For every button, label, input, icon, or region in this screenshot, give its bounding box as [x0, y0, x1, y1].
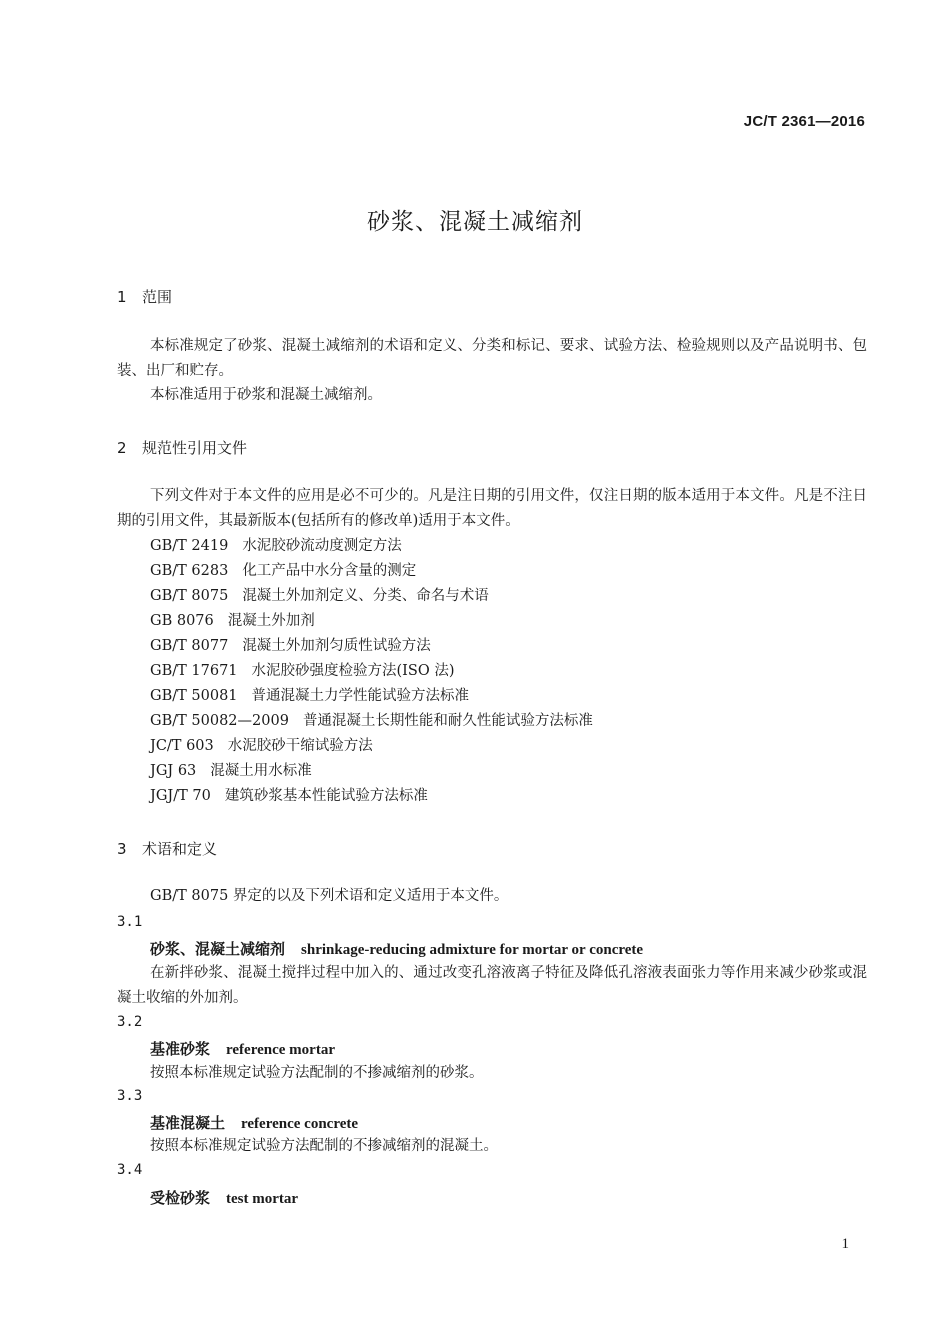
reference-title: 建筑砂浆基本性能试验方法标准 — [224, 788, 428, 804]
clause-number: 3.1 — [117, 914, 143, 930]
reference-title: 混凝土外加剂匀质性试验方法 — [242, 638, 431, 654]
reference-code: JGJ/T 70 — [150, 788, 211, 804]
reference-item — [150, 560, 416, 582]
reference-code: GB/T 8077 — [150, 638, 229, 654]
term-heading — [150, 1112, 358, 1133]
term-definition: 在新拌砂浆、混凝土搅拌过程中加入的、通过改变孔溶液离子特征及降低孔溶液表面张力等作用来减少砂浆或混凝土收缩的外加剂。 — [117, 965, 867, 1006]
reference-title: 混凝土外加剂定义、分类、命名与术语 — [242, 588, 489, 604]
term-chinese: 基准混凝土 — [150, 1114, 226, 1132]
section-2-heading — [117, 437, 247, 458]
standard-code: JC/T 2361—2016 — [743, 113, 865, 130]
reference-item — [150, 585, 489, 607]
clause-number: 3.2 — [117, 1014, 143, 1030]
reference-item — [150, 710, 593, 732]
term-english: shrinkage-reducing admixture for mortar or concrete — [301, 942, 644, 958]
section-1-heading — [117, 286, 172, 307]
reference-item — [150, 685, 469, 707]
reference-title: 混凝土用水标准 — [210, 763, 312, 779]
reference-code: GB 8076 — [150, 613, 214, 629]
term-chinese: 受检砂浆 — [150, 1189, 211, 1207]
section-number: 1 — [117, 288, 127, 306]
reference-item — [150, 735, 373, 757]
document-title: 砂浆、混凝土减缩剂 — [367, 209, 583, 235]
term-heading — [150, 1187, 298, 1208]
section-1-paragraph: 本标准规定了砂浆、混凝土减缩剂的术语和定义、分类和标记、要求、试验方法、检验规则以及产品说明书、包装、出厂和贮存。 — [117, 338, 867, 379]
term-definition: 按照本标准规定试验方法配制的不掺减缩剂的砂浆。 — [150, 1065, 484, 1081]
reference-item — [150, 660, 455, 682]
term-heading — [150, 938, 643, 959]
reference-item — [150, 635, 431, 657]
reference-title: 混凝土外加剂 — [227, 613, 315, 629]
term-chinese: 砂浆、混凝土减缩剂 — [150, 940, 286, 958]
term-chinese: 基准砂浆 — [150, 1040, 211, 1058]
reference-code: GB/T 6283 — [150, 563, 229, 579]
reference-code: JC/T 603 — [150, 738, 214, 754]
reference-code: GB/T 17671 — [150, 663, 238, 679]
reference-code: JGJ 63 — [150, 763, 197, 779]
reference-item — [150, 535, 402, 557]
section-title: 规范性引用文件 — [142, 439, 248, 457]
reference-title: 化工产品中水分含量的测定 — [242, 563, 417, 579]
term-english: test mortar — [226, 1191, 299, 1207]
reference-title: 水泥胶砂强度检验方法(ISO 法) — [251, 663, 455, 679]
reference-title: 水泥胶砂干缩试验方法 — [227, 738, 373, 754]
section-title: 术语和定义 — [142, 840, 218, 858]
section-title: 范围 — [142, 288, 173, 306]
term-definition: 按照本标准规定试验方法配制的不掺减缩剂的混凝土。 — [150, 1138, 498, 1154]
reference-code: GB/T 8075 — [150, 588, 229, 604]
reference-item — [150, 785, 428, 807]
reference-title: 普通混凝土长期性能和耐久性能试验方法标准 — [302, 713, 593, 729]
reference-code: GB/T 50082—2009 — [150, 713, 289, 729]
section-number: 2 — [117, 439, 127, 457]
reference-item — [150, 760, 312, 782]
reference-title: 水泥胶砂流动度测定方法 — [242, 538, 402, 554]
term-english: reference mortar — [226, 1042, 335, 1058]
term-heading — [150, 1038, 335, 1059]
section-2-intro: 下列文件对于本文件的应用是必不可少的。凡是注日期的引用文件，仅注日期的版本适用于本文件。凡是不注日期的引用文件，其最新版本(包括所有的修改单)适用于本文件。 — [117, 488, 867, 529]
section-3-intro: GB/T 8075 界定的以及下列术语和定义适用于本文件。 — [150, 888, 509, 904]
section-3-heading — [117, 838, 217, 859]
term-english: reference concrete — [241, 1116, 359, 1132]
reference-code: GB/T 50081 — [150, 688, 238, 704]
section-number: 3 — [117, 840, 127, 858]
clause-number: 3.4 — [117, 1162, 143, 1178]
page-number: 1 — [841, 1236, 849, 1252]
reference-item — [150, 610, 315, 632]
clause-number: 3.3 — [117, 1088, 143, 1104]
reference-title: 普通混凝土力学性能试验方法标准 — [251, 688, 470, 704]
reference-code: GB/T 2419 — [150, 538, 229, 554]
section-1-scope-paragraph: 本标准适用于砂浆和混凝土减缩剂。 — [150, 387, 382, 403]
